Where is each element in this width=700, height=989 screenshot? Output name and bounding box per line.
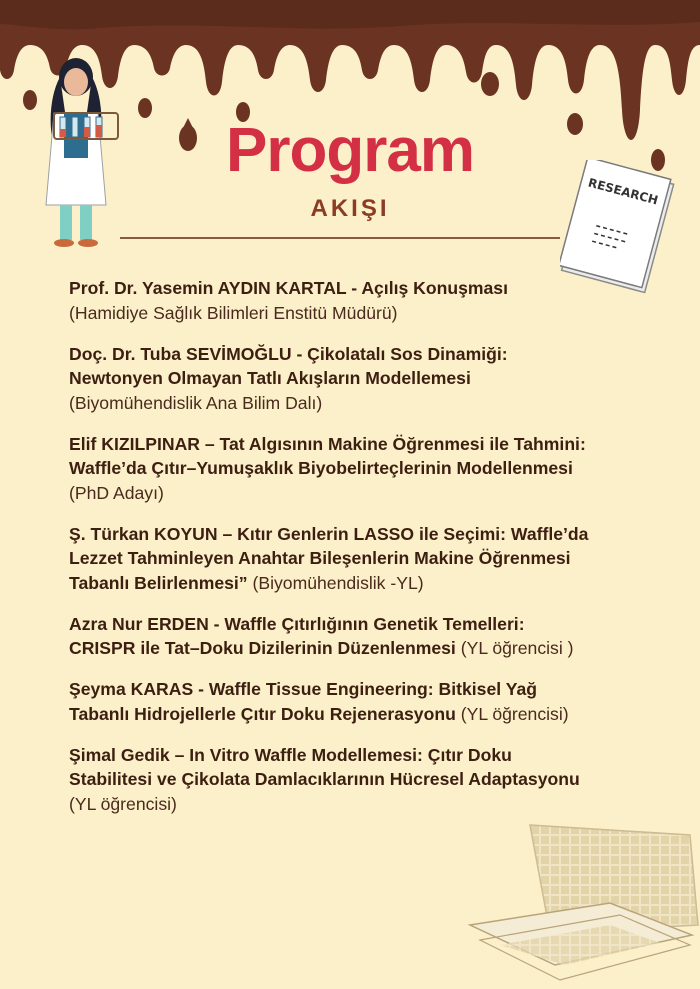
program-entry — [69, 432, 589, 506]
entry-affiliation: (YL öğrencisi) — [69, 793, 177, 814]
entry-title: Ş. Türkan KOYUN – Kıtır Genlerin LASSO ile Seçimi: Waffle’da Lezzet Tahminleyen Anahtar Bileşenlerin Makine Öğrenmesi Tabanlı Belirlenmesi” — [69, 523, 589, 593]
program-entry — [69, 522, 589, 596]
entry-affiliation: (Biyomühendislik -YL) — [252, 572, 424, 593]
entry-title: Şeyma KARAS - Waffle Tissue Engineering: Bitkisel Yağ Tabanlı Hidrojellerle Çıtır Doku Rejenerasyonu — [69, 679, 537, 724]
program-entry — [69, 342, 589, 416]
entry-affiliation: (Biyomühendislik Ana Bilim Dalı) — [69, 392, 323, 413]
program-entry — [69, 677, 589, 726]
entry-affiliation: (YL öğrencisi) — [460, 703, 569, 724]
entry-title: Şimal Gedik – In Vitro Waffle Modellemesi: Çıtır Doku Stabilitesi ve Çikolata Damlacıklarının Hücresel Adaptasyonu — [69, 744, 580, 789]
page-subtitle: AKIŞI — [310, 195, 390, 222]
title-divider — [120, 237, 560, 239]
research-paper-label: RESEARCH — [586, 175, 660, 208]
program-entry — [69, 743, 589, 817]
program-list — [69, 276, 589, 833]
entry-affiliation: (PhD Adayı) — [69, 482, 164, 503]
page-title: Program — [226, 116, 474, 185]
entry-title: Elif KIZILPINAR – Tat Algısının Makine Öğrenmesi ile Tahmini: Waffle’da Çıtır–Yumuşaklık Biyobelirteçlerinin Modellenmesi — [69, 433, 586, 478]
entry-title: Azra Nur ERDEN - Waffle Çıtırlığının Genetik Temelleri: CRISPR ile Tat–Doku Dizilerinin Düzenlenmesi — [69, 613, 525, 658]
program-entry — [69, 276, 589, 325]
entry-affiliation: (Hamidiye Sağlık Bilimleri Enstitü Müdürü) — [69, 302, 398, 323]
entry-affiliation: (YL öğrencisi ) — [460, 638, 574, 658]
waffle-illustration — [460, 815, 700, 989]
program-entry — [69, 612, 589, 661]
entry-title: Prof. Dr. Yasemin AYDIN KARTAL - Açılış Konuşması — [69, 278, 508, 298]
entry-title: Doç. Dr. Tuba SEVİMOĞLU - Çikolatalı Sos Dinamiği: Newtonyen Olmayan Tatlı Akışların Modellemesi — [69, 343, 508, 388]
